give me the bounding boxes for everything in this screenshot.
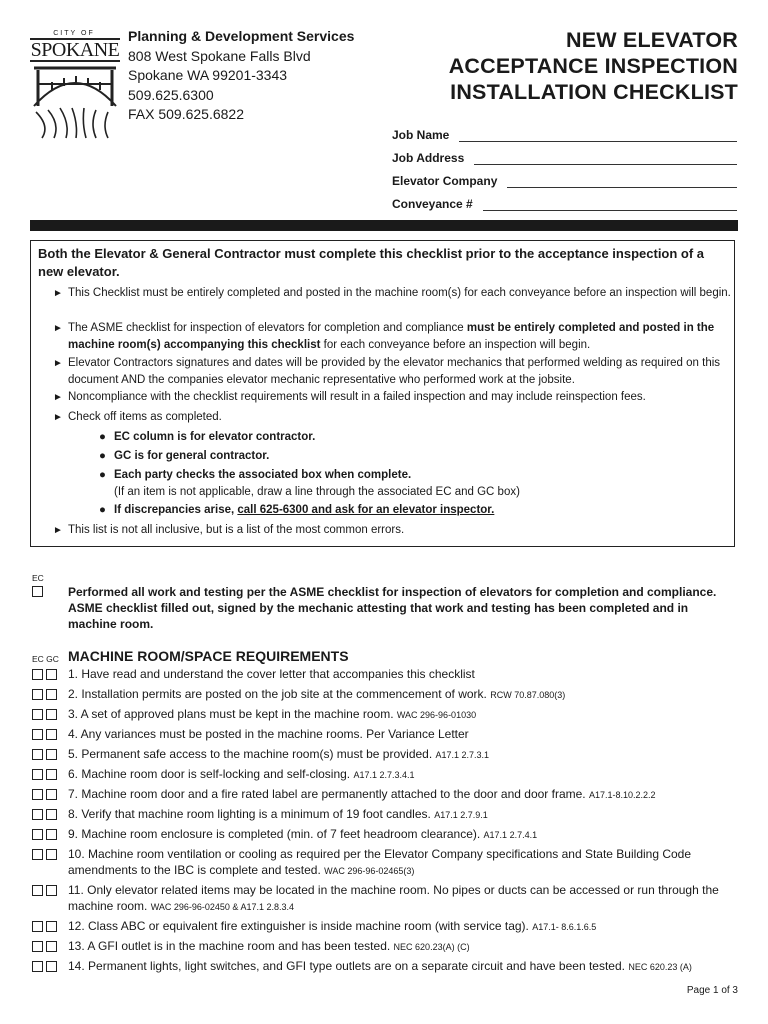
ec-checkbox[interactable] — [32, 669, 43, 680]
job-address-line[interactable] — [474, 150, 737, 165]
checklist-item: 10. Machine room ventilation or cooling as required per the Elevator Company specifications and State Building Code amendments to the IBC is complete and tested. WAC 296-96-02465(3) — [32, 846, 742, 879]
department-name: Planning & Development Services — [128, 28, 355, 44]
notice-bullet: ► Noncompliance with the checklist requirements will result in a failed inspection and may include reinspection fees. — [53, 389, 733, 406]
dot-bullet-icon: ● — [99, 504, 106, 516]
notice-bullet: ► This list is not all inclusive, but is a list of the most common errors. — [53, 522, 733, 539]
notice-sub-bullet: ● EC column is for elevator contractor. — [99, 429, 719, 446]
asme-compliance-statement: Performed all work and testing per the ASME checklist for inspection of elevators for completion and compliance. ASME checklist filled out, signed by the mechanic attesting that work and testing has been completed and in machine room. — [68, 585, 717, 631]
bridge-falls-icon — [32, 66, 118, 140]
job-fields — [392, 119, 737, 211]
gc-checkbox[interactable] — [46, 809, 57, 820]
job-address-field[interactable] — [392, 142, 737, 165]
machine-room-items — [32, 666, 742, 978]
dot-bullet-icon: ● — [99, 469, 106, 481]
ec-checkbox[interactable] — [32, 829, 43, 840]
checklist-item: 13. A GFI outlet is in the machine room and has been tested. NEC 620.23(A) (C) — [32, 938, 742, 955]
triangle-bullet-icon: ► — [53, 358, 63, 369]
gc-checkbox[interactable] — [46, 749, 57, 760]
elevator-company-field[interactable] — [392, 165, 737, 188]
dot-bullet-icon: ● — [99, 431, 106, 443]
notice-sub-bullet: ● If discrepancies arise, call 625-6300 and ask for an elevator inspector. — [99, 502, 719, 519]
triangle-bullet-icon: ► — [53, 323, 63, 334]
gc-checkbox[interactable] — [46, 669, 57, 680]
gc-checkbox[interactable] — [46, 689, 57, 700]
gc-checkbox[interactable] — [46, 941, 57, 952]
gc-checkbox[interactable] — [46, 709, 57, 720]
address-line-1: 808 West Spokane Falls Blvd — [128, 47, 311, 64]
notice-bullet: ► This Checklist must be entirely completed and posted in the machine room(s) for each conveyance before an inspection will begin. — [53, 285, 733, 302]
notice-bullet: ► Elevator Contractors signatures and dates will be provided by the elevator mechanics that performed welding as required on this document AND the companies elevator mechanic representative who performed work at the jobsite. — [53, 357, 721, 386]
gc-checkbox[interactable] — [46, 769, 57, 780]
logo-name-text: SPOKANE — [30, 39, 120, 61]
ec-checkbox[interactable] — [32, 769, 43, 780]
job-address-label: Job Address — [392, 151, 465, 165]
triangle-bullet-icon: ► — [53, 288, 63, 299]
checklist-item: 14. Permanent lights, light switches, and GFI type outlets are on a separate circuit and have been tested. NEC 620.23 (A) — [32, 958, 742, 975]
document-title — [449, 27, 738, 105]
gc-checkbox[interactable] — [46, 921, 57, 932]
ec-checkbox[interactable] — [32, 586, 43, 597]
checklist-item: 1. Have read and understand the cover letter that accompanies this checklist — [32, 666, 742, 683]
ec-column-label: EC — [32, 573, 44, 583]
address-line-2: Spokane WA 99201-3343 — [128, 67, 288, 83]
conveyance-line[interactable] — [483, 196, 737, 211]
city-logo — [28, 30, 120, 142]
gc-checkbox[interactable] — [46, 849, 57, 860]
ec-checkbox[interactable] — [32, 941, 43, 952]
checklist-item: 2. Installation permits are posted on the job site at the commencement of work. RCW 70.87.080(3) — [32, 686, 742, 703]
title-line-2: ACCEPTANCE INSPECTION — [448, 54, 738, 78]
notice-heading: Both the Elevator & General Contractor must complete this checklist prior to the acceptance inspection of a new elevator. — [38, 246, 705, 279]
phone-number: 509.625.6300 — [128, 86, 214, 103]
notice-sub-bullet: ● Each party checks the associated box when complete. (If an item is not applicable, draw a line through the associated EC and GC box) — [99, 467, 719, 501]
gc-checkbox[interactable] — [46, 885, 57, 896]
notice-bullet: ► Check off items as completed. — [53, 409, 733, 426]
checklist-item: 5. Permanent safe access to the machine room(s) must be provided. A17.1 2.7.3.1 — [32, 746, 742, 763]
logo-city-text: CITY OF — [53, 30, 95, 37]
ec-checkbox[interactable] — [32, 921, 43, 932]
triangle-bullet-icon: ► — [53, 525, 63, 536]
conveyance-label: Conveyance # — [392, 197, 473, 211]
notice-sub-bullet: ● GC is for general contractor. — [99, 448, 719, 465]
job-name-field[interactable] — [392, 119, 737, 142]
checklist-item: 4. Any variances must be posted in the machine rooms. Per Variance Letter — [32, 726, 742, 743]
dot-bullet-icon: ● — [99, 450, 106, 462]
job-name-line[interactable] — [459, 127, 737, 142]
checklist-item: 9. Machine room enclosure is completed (min. of 7 feet headroom clearance). A17.1 2.7.4.1 — [32, 826, 742, 843]
conveyance-field[interactable] — [392, 188, 737, 211]
triangle-bullet-icon: ► — [53, 392, 63, 403]
checklist-item: 8. Verify that machine room lighting is a minimum of 19 foot candles. A17.1 2.7.9.1 — [32, 806, 742, 823]
ec-checkbox[interactable] — [32, 749, 43, 760]
inspector-phone-link[interactable]: call 625-6300 and ask for an elevator inspector. — [237, 504, 495, 516]
checklist-item: 7. Machine room door and a fire rated label are permanently attached to the door and door frame. A17.1-8.10.2.2.2 — [32, 786, 742, 803]
not-applicable-note: (If an item is not applicable, draw a line through the associated EC and GC box) — [114, 486, 520, 498]
ec-checkbox[interactable] — [32, 849, 43, 860]
ec-checkbox[interactable] — [32, 885, 43, 896]
ec-checkbox[interactable] — [32, 961, 43, 972]
gc-checkbox[interactable] — [46, 729, 57, 740]
checklist-item: 6. Machine room door is self-locking and self-closing. A17.1 2.7.3.4.1 — [32, 766, 742, 783]
ec-checkbox[interactable] — [32, 809, 43, 820]
notice-box — [30, 240, 735, 547]
ec-checkbox[interactable] — [32, 729, 43, 740]
ec-checkbox[interactable] — [32, 789, 43, 800]
fax-number: FAX 509.625.6822 — [128, 106, 244, 122]
gc-checkbox[interactable] — [46, 961, 57, 972]
office-address-block — [128, 27, 354, 125]
ec-checkbox[interactable] — [32, 689, 43, 700]
notice-bullet: ► The ASME checklist for inspection of elevators for completion and compliance must be entirely completed and posted in the machine room(s) accompanying this checklist for each conveyance before an inspection will begin. — [53, 322, 715, 351]
checklist-item: 3. A set of approved plans must be kept in the machine room. WAC 296-96-01030 — [32, 706, 742, 723]
title-line-3: INSTALLATION CHECKLIST — [450, 80, 738, 104]
ec-gc-column-label: EC GC — [32, 654, 59, 664]
elevator-company-label: Elevator Company — [392, 174, 498, 188]
section-divider — [30, 220, 738, 231]
job-name-label: Job Name — [392, 128, 450, 142]
checklist-item: 11. Only elevator related items may be located in the machine room. No pipes or ducts can be accessed or run through the machine room. WAC 296-96-02450 & A17.1 2.8.3.4 — [32, 882, 742, 915]
gc-checkbox[interactable] — [46, 829, 57, 840]
triangle-bullet-icon: ► — [53, 412, 63, 423]
title-line-1: NEW ELEVATOR — [565, 28, 738, 52]
ec-checkbox[interactable] — [32, 709, 43, 720]
page-number: Page 1 of 3 — [686, 985, 738, 996]
elevator-company-line[interactable] — [507, 173, 737, 188]
checklist-item: 12. Class ABC or equivalent fire extinguisher is inside machine room (with service tag). A17.1- 8.6.1.6.5 — [32, 918, 742, 935]
machine-room-heading: MACHINE ROOM/SPACE REQUIREMENTS — [68, 648, 349, 664]
gc-checkbox[interactable] — [46, 789, 57, 800]
